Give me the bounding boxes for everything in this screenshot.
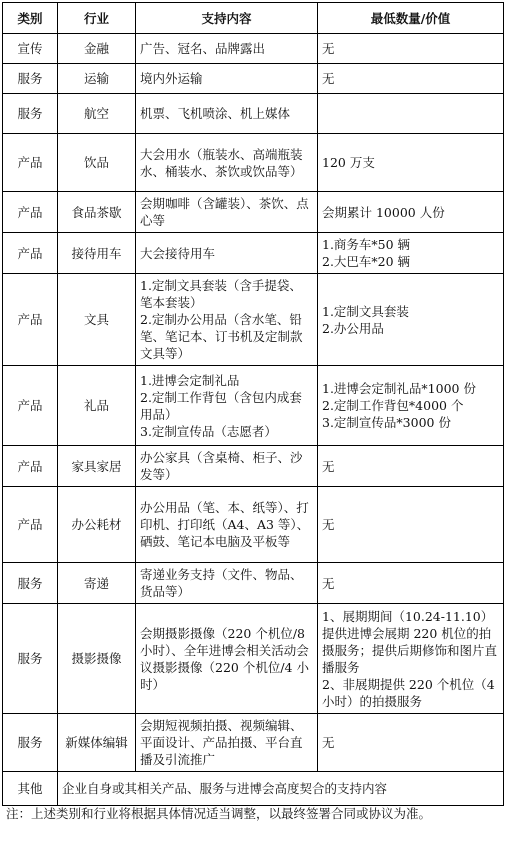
table-row <box>3 487 504 563</box>
cell-category: 产品 <box>3 134 58 192</box>
value-line: 120 万支 <box>322 155 375 170</box>
support-line: 会期咖啡（含罐装）、茶饮、点心等 <box>140 196 309 228</box>
cell-value <box>318 274 504 366</box>
cell-support <box>136 94 318 134</box>
cell-category: 产品 <box>3 192 58 233</box>
support-line: 办公家具（含桌椅、柜子、沙发等） <box>140 450 303 482</box>
value-line: 无 <box>322 735 335 750</box>
cell-category: 服务 <box>3 604 58 714</box>
cell-category: 产品 <box>3 233 58 274</box>
cell-industry: 寄递 <box>58 563 136 604</box>
cell-support <box>136 366 318 446</box>
table-row <box>3 604 504 714</box>
value-line: 无 <box>322 575 335 591</box>
support-line: 1.定制文具套装（含手提袋、笔本套装） <box>140 278 302 310</box>
cell-value <box>318 134 504 192</box>
value-line: 2.定制工作背包*4000 个 <box>322 398 464 413</box>
cell-support <box>136 134 318 192</box>
cell-support <box>136 192 318 233</box>
value-line: 2.办公用品 <box>322 320 384 336</box>
cell-value <box>318 487 504 563</box>
support-line: 3.定制宣传品（志愿者） <box>140 423 277 439</box>
value-line: 2、非展期提供 220 个机位（4 小时）的拍摄服务 <box>322 676 495 709</box>
table-row <box>3 714 504 772</box>
cell-support <box>136 446 318 487</box>
cell-support <box>136 563 318 604</box>
value-line: 1.商务车*50 辆 <box>322 237 411 252</box>
header-industry: 行业 <box>58 3 136 34</box>
cell-industry: 航空 <box>58 94 136 134</box>
cell-value <box>318 64 504 94</box>
table-row <box>3 233 504 274</box>
table-row <box>3 64 504 94</box>
support-line: 2.定制工作背包（含包内成套用品） <box>140 389 302 422</box>
value-line: 无 <box>322 517 335 532</box>
support-line: 广告、冠名、品牌露出 <box>140 41 266 56</box>
support-line: 会期短视频拍摄、视频编辑、平面设计、产品拍摄、平台直播及引流推广 <box>140 718 303 767</box>
footnote: 注：上述类别和行业将根据具体情况适当调整，以最终签署合同或协议为准。 <box>6 806 432 821</box>
cell-industry: 饮品 <box>58 134 136 192</box>
cell-category: 宣传 <box>3 34 58 64</box>
table-row <box>3 274 504 366</box>
value-line: 会期累计 10000 人份 <box>322 204 445 220</box>
cell-industry: 接待用车 <box>58 233 136 274</box>
header-value: 最低数量/价值 <box>318 3 504 34</box>
table-header-row <box>3 3 504 34</box>
cell-industry: 礼品 <box>58 366 136 446</box>
support-line: 大会接待用车 <box>140 245 216 261</box>
cell-industry: 食品茶歇 <box>58 192 136 233</box>
cell-industry: 金融 <box>58 34 136 64</box>
support-line: 境内外运输 <box>140 71 203 86</box>
sponsorship-table <box>2 2 504 806</box>
value-line: 3.定制宣传品*3000 份 <box>322 415 451 430</box>
cell-industry: 新媒体编辑 <box>58 714 136 772</box>
cell-support <box>136 274 318 366</box>
table-body <box>3 34 504 772</box>
header-support: 支持内容 <box>136 3 318 34</box>
table-row <box>3 563 504 604</box>
value-line: 无 <box>322 71 335 86</box>
value-line: 无 <box>322 458 335 474</box>
header-category: 类别 <box>3 3 58 34</box>
cell-category: 产品 <box>3 487 58 563</box>
support-line: 1.进博会定制礼品 <box>140 372 240 388</box>
cell-industry: 文具 <box>58 274 136 366</box>
value-line: 1.定制文具套装 <box>322 303 409 319</box>
cell-support <box>136 64 318 94</box>
support-line: 机票、飞机喷涂、机上媒体 <box>140 106 291 121</box>
support-line: 2.定制办公用品（含水笔、铅笔、笔记本、订书机及定制款文具等） <box>140 312 303 361</box>
value-line: 无 <box>322 41 335 56</box>
cell-category: 产品 <box>3 446 58 487</box>
cell-category: 其他 <box>3 772 58 806</box>
cell-value <box>318 714 504 772</box>
cell-value <box>318 233 504 274</box>
cell-support <box>136 487 318 563</box>
cell-category: 服务 <box>3 563 58 604</box>
table-row <box>3 192 504 233</box>
cell-industry: 办公耗材 <box>58 487 136 563</box>
support-line: 会期摄影摄像（220 个机位/8 小时）、全年进博会相关活动会议摄影摄像（220 个机位/4 小时） <box>140 625 309 692</box>
table-row-other <box>3 772 504 806</box>
table-row <box>3 366 504 446</box>
cell-category: 服务 <box>3 64 58 94</box>
cell-support <box>136 233 318 274</box>
cell-category: 服务 <box>3 714 58 772</box>
support-line: 大会用水（瓶装水、高端瓶装水、桶装水、茶饮或饮品等） <box>140 146 303 179</box>
cell-industry: 家具家居 <box>58 446 136 487</box>
cell-support <box>136 34 318 64</box>
value-line: 1、展期期间（10.24-11.10）提供进博会展期 220 机位的拍摄服务；提供后期修饰和图片直播服务 <box>322 608 498 675</box>
cell-category: 服务 <box>3 94 58 134</box>
cell-category: 产品 <box>3 366 58 446</box>
cell-industry: 运输 <box>58 64 136 94</box>
table-row <box>3 134 504 192</box>
cell-category: 产品 <box>3 274 58 366</box>
cell-value <box>318 366 504 446</box>
value-line: 1.进博会定制礼品*1000 份 <box>322 381 476 396</box>
cell-value <box>318 94 504 134</box>
table-row <box>3 34 504 64</box>
cell-value <box>318 604 504 714</box>
support-line: 办公用品（笔、本、纸等）、打印机、打印纸（A4、A3 等）、硒鼓、笔记本电脑及平板等 <box>140 500 310 549</box>
cell-value <box>318 192 504 233</box>
cell-value <box>318 563 504 604</box>
table-row <box>3 446 504 487</box>
cell-value <box>318 446 504 487</box>
cell-support: 企业自身或其相关产品、服务与进博会高度契合的支持内容 <box>58 772 504 806</box>
support-line: 寄递业务支持（文件、物品、货品等） <box>140 567 303 599</box>
cell-support <box>136 604 318 714</box>
value-line: 2.大巴车*20 辆 <box>322 254 411 269</box>
cell-industry: 摄影摄像 <box>58 604 136 714</box>
table-row <box>3 94 504 134</box>
cell-value <box>318 34 504 64</box>
cell-support <box>136 714 318 772</box>
